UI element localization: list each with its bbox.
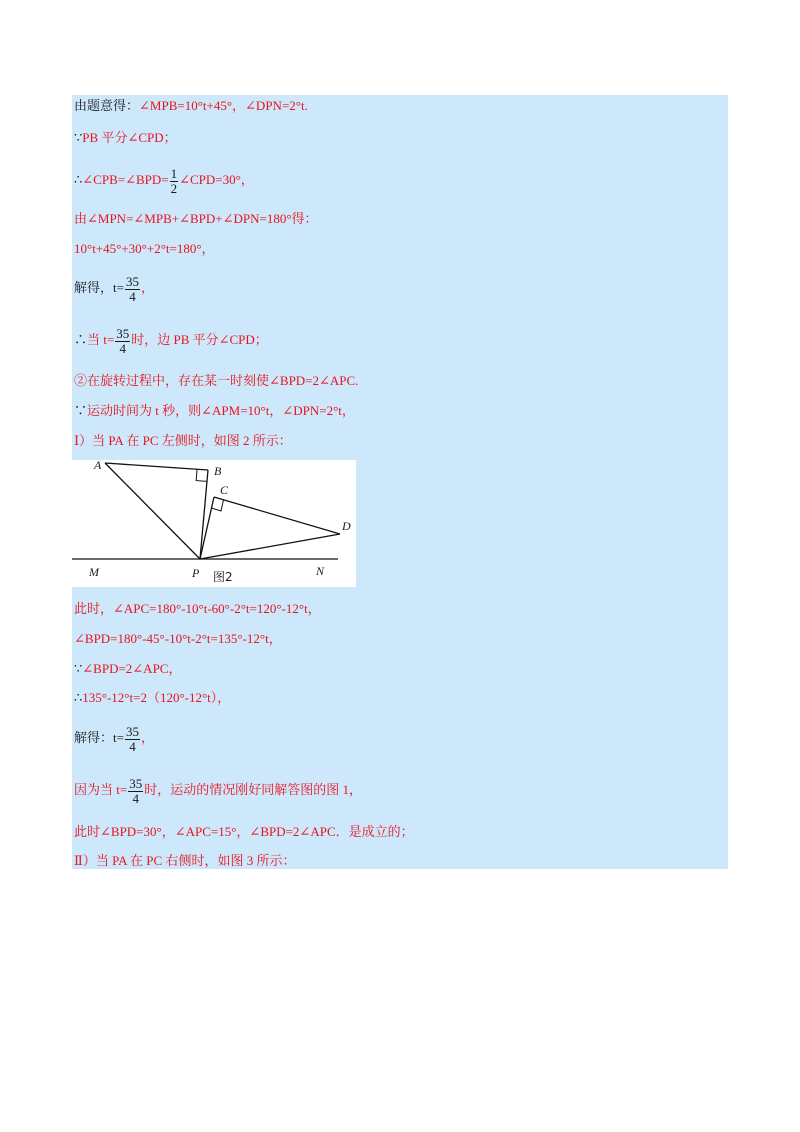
line-10	[74, 433, 292, 449]
line-13	[74, 661, 181, 677]
text: ，	[140, 730, 154, 745]
because-symbol: ∵	[74, 661, 83, 676]
text: 平分∠	[98, 130, 139, 145]
text: ∠MPB=10°t+45°，∠DPN=2°t.	[139, 98, 308, 113]
line-2	[74, 130, 177, 146]
line-3	[74, 160, 254, 200]
line-14	[74, 690, 230, 706]
line-8	[74, 373, 358, 389]
label-p: P	[192, 566, 200, 580]
because-symbol: ∵	[74, 130, 83, 145]
text: 时，运动的情况刚好同解答图的图 1，	[144, 782, 362, 797]
line-15	[74, 720, 154, 756]
fraction	[115, 327, 130, 356]
numerator: 35	[129, 775, 143, 791]
line-9	[74, 403, 355, 419]
text: 10°t+45°+30°+2°t=180°，	[74, 241, 215, 256]
line-11	[74, 601, 321, 617]
text: ；	[163, 130, 177, 145]
segment-cd	[214, 497, 340, 534]
segment-pd	[200, 534, 340, 559]
line-6	[74, 270, 154, 306]
therefore-symbol: ∴	[74, 172, 83, 187]
figure-2	[72, 460, 356, 587]
text: ②在旋转过程中，存在某一时刻使∠BPD=2∠APC.	[74, 373, 359, 388]
label-n: N	[316, 564, 325, 578]
text: 由∠MPN=∠MPB+∠BPD+∠DPN=180°得：	[74, 211, 318, 226]
text: 当 t=	[87, 332, 115, 347]
right-angle-b	[196, 470, 207, 482]
numerator: 1	[170, 165, 178, 181]
text: CPD	[138, 130, 164, 145]
geometry-diagram	[72, 460, 356, 587]
text: 时，边 PB 平分∠CPD；	[131, 332, 268, 347]
numerator: 35	[125, 723, 139, 739]
text: 运动时间为 t 秒，则∠APM=10°t，∠DPN=2°t，	[87, 403, 355, 418]
fraction	[125, 275, 140, 304]
numerator: 35	[125, 273, 139, 289]
label-a: A	[94, 460, 102, 472]
denominator: 4	[119, 340, 126, 356]
segment-ab	[105, 463, 208, 470]
label-b: B	[214, 464, 222, 478]
text: ∠CPD=30°，	[179, 172, 254, 187]
denominator: 4	[129, 288, 136, 304]
text: ，	[140, 280, 154, 295]
label-m: M	[89, 565, 99, 579]
text: Ⅱ）当 PA 在 PC 右侧时，如图 3 所示：	[74, 853, 296, 868]
text: 因为当 t=	[74, 782, 128, 797]
text: 解得，t=	[74, 280, 124, 295]
line-12	[74, 631, 282, 647]
segment-pc	[200, 497, 214, 559]
line-17	[74, 824, 414, 840]
segment-pb	[200, 470, 208, 559]
text: ∠BPD=2∠APC，	[82, 661, 182, 676]
line-5	[74, 241, 215, 257]
denominator: 4	[129, 738, 136, 754]
figure-caption: 图2	[213, 570, 233, 584]
numerator: 35	[116, 325, 130, 341]
text: 此时∠BPD=30°，∠APC=15°，∠BPD=2∠APC．是成立的；	[74, 824, 414, 839]
text: Ⅰ）当 PA 在 PC 左侧时，如图 2 所示：	[74, 433, 292, 448]
line-16	[74, 772, 362, 808]
label-c: C	[220, 483, 229, 497]
text: 由题意得：	[74, 98, 140, 113]
fraction	[128, 777, 143, 806]
text: ∠BPD=180°-45°-10°t-2°t=135°-12°t，	[74, 631, 282, 646]
text: 135°-12°t=2（120°-12°t），	[82, 690, 231, 705]
line-7	[74, 322, 268, 358]
therefore-symbol: ∴	[74, 690, 83, 705]
text: PB	[82, 130, 99, 145]
text: 解得：t=	[74, 730, 124, 745]
line-18	[74, 853, 295, 869]
denominator: 2	[170, 180, 178, 196]
line-1	[74, 98, 308, 114]
because-symbol: ∵	[74, 403, 88, 418]
fraction	[125, 725, 140, 754]
line-4	[74, 211, 318, 227]
label-d: D	[342, 519, 351, 533]
segment-pa	[105, 463, 200, 559]
fraction	[170, 167, 179, 196]
text: 此时，∠APC=180°-10°t-60°-2°t=120°-12°t，	[74, 601, 321, 616]
text: ∠CPB=∠BPD=	[82, 172, 169, 187]
therefore-symbol: ∴	[74, 332, 88, 347]
denominator: 4	[132, 790, 139, 806]
